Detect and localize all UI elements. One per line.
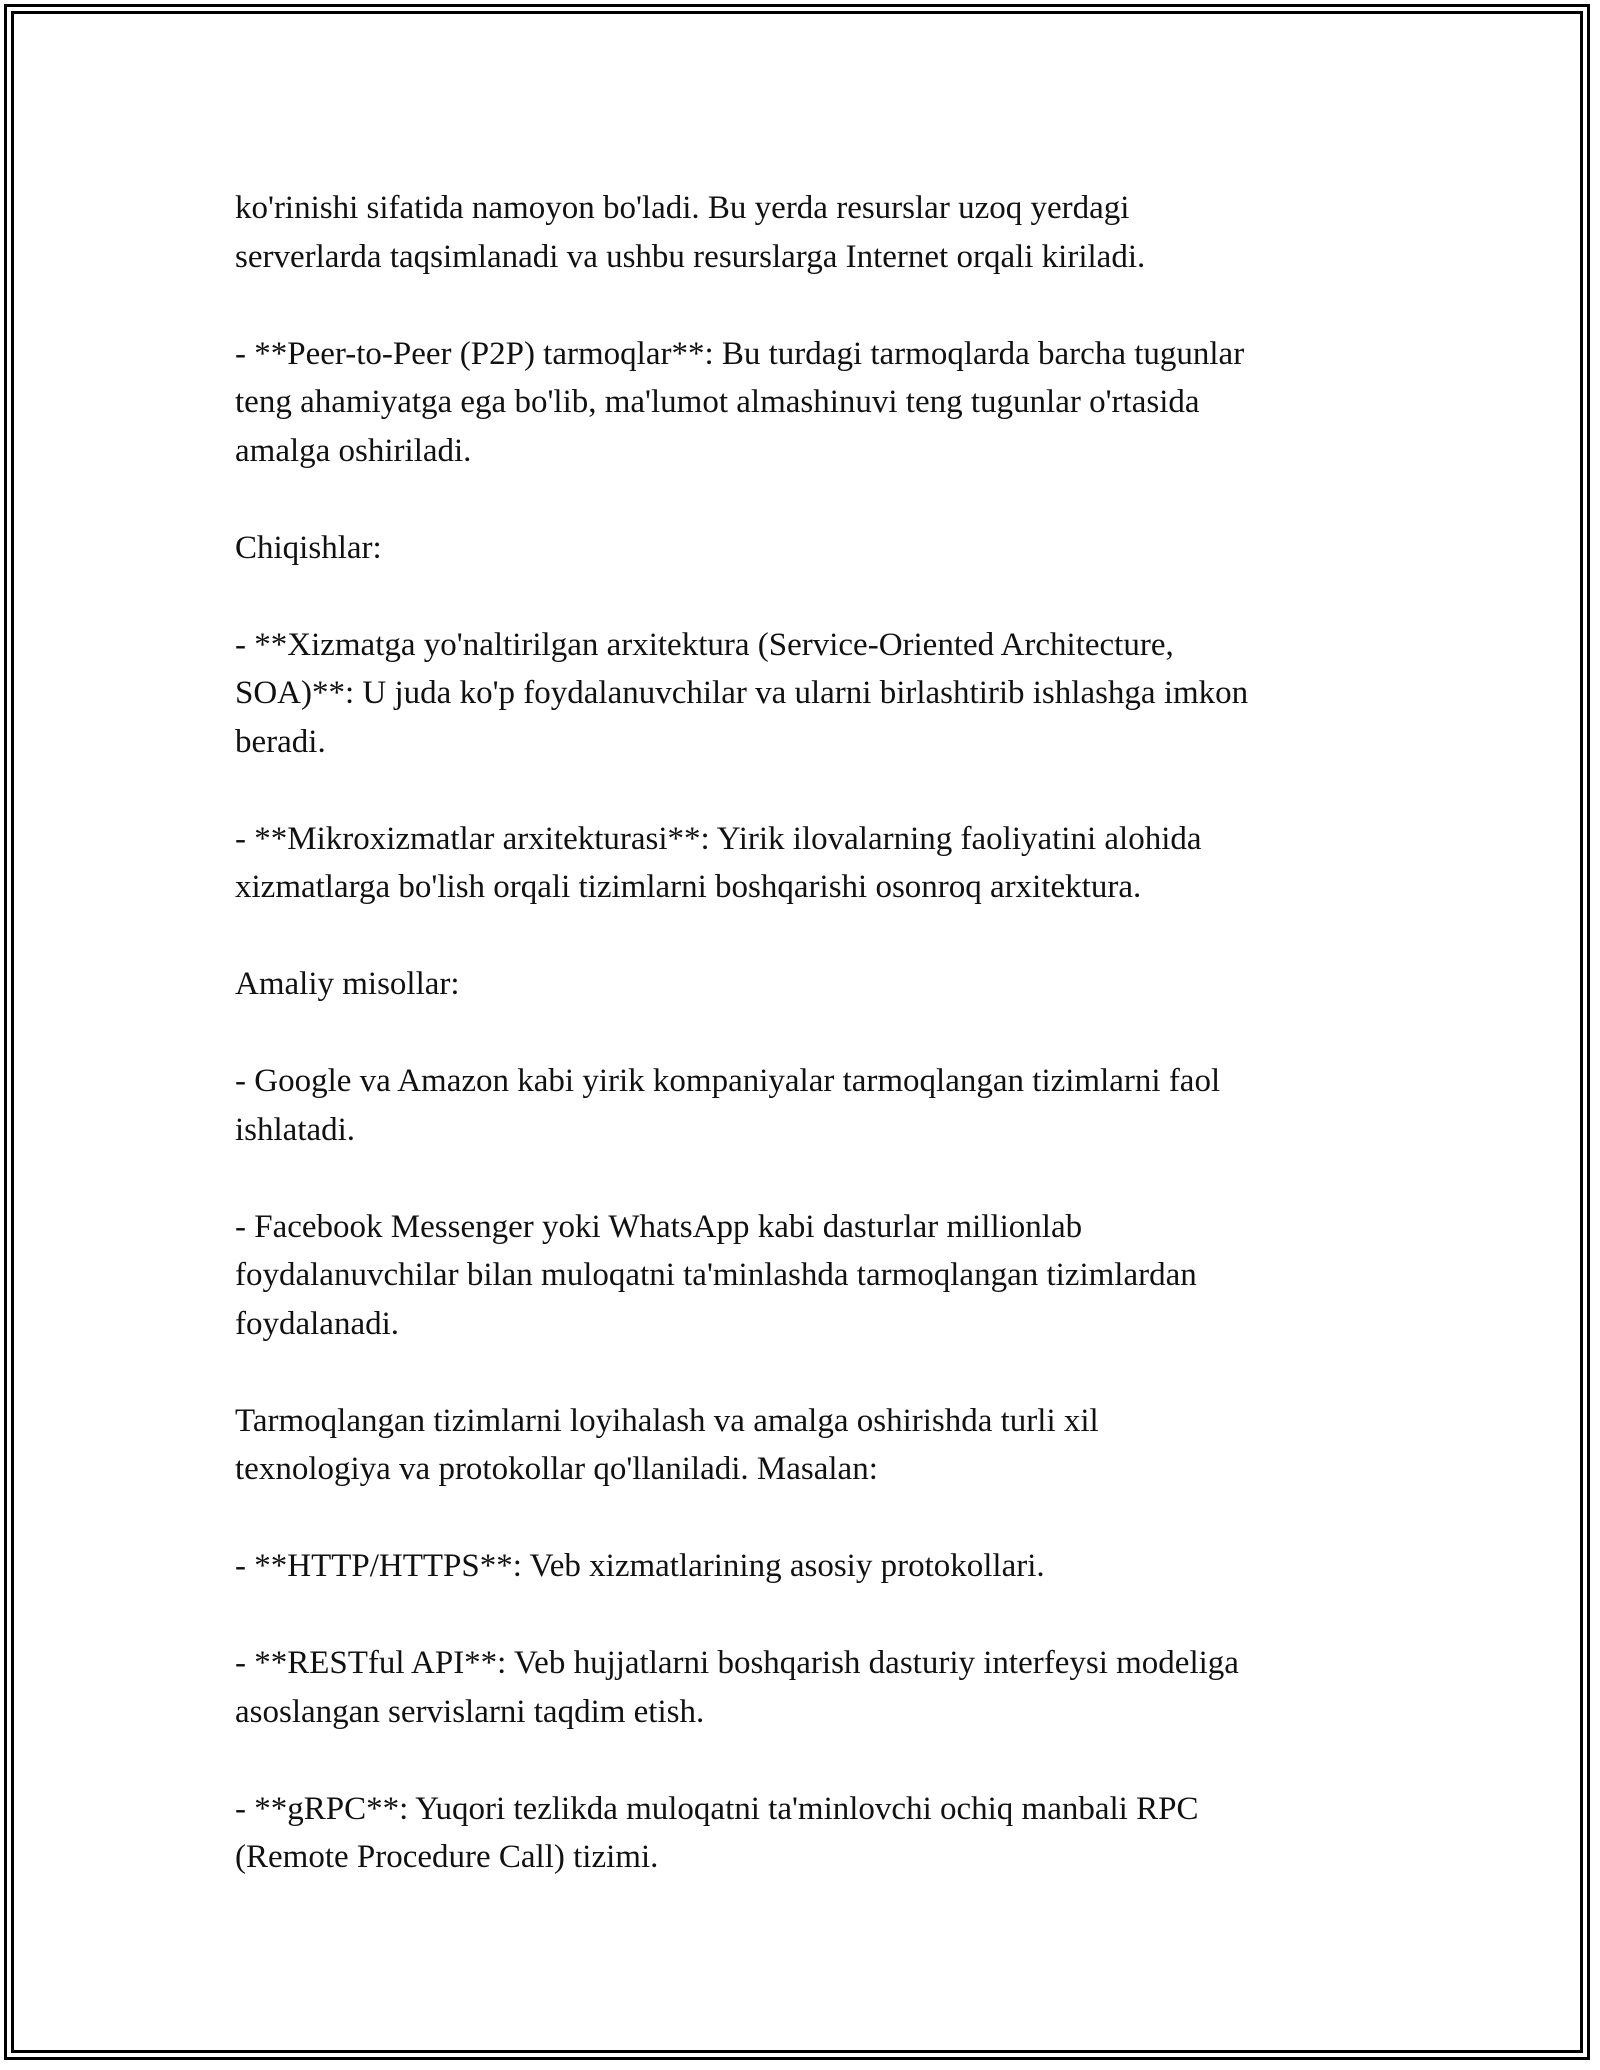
paragraph-gap (235, 1009, 1375, 1058)
paragraph-http: - **HTTP/HTTPS**: Veb xizmatlarining asosiy protokollari. (235, 1548, 1045, 1584)
paragraph-gap (235, 912, 1375, 961)
paragraph-gap (235, 1154, 1375, 1203)
paragraph-cloud-continuation: ko'rinishi sifatida namoyon bo'ladi. Bu yerda resurslar uzoq yerdagi serverlarda taqsimlanadi va ushbu resurslarga Internet orqali kiriladi. (235, 190, 1146, 275)
paragraph-gap (235, 475, 1375, 524)
paragraph-soa: - **Xizmatga yo'naltirilgan arxitektura (Service-Oriented Architecture, SOA)**: U juda ko'p foydalanuvchilar va ularni birlashtirib ishlashga imkon beradi. (235, 626, 1249, 760)
paragraph-gap (235, 1348, 1375, 1397)
heading-chiqishlar: Chiqishlar: (235, 529, 382, 566)
heading-amaliy-misollar: Amaliy misollar: (235, 966, 460, 1002)
paragraph-p2p: - **Peer-to-Peer (P2P) tarmoqlar**: Bu turdagi tarmoqlarda barcha tugunlar teng ahamiyatga ega bo'lib, ma'lumot almashinuvi teng tugunlar o'rtasida amalga oshiriladi. (235, 335, 1245, 469)
paragraph-messenger-whatsapp: - Facebook Messenger yoki WhatsApp kabi dasturlar millionlab foydalanuvchilar bilan muloqatni ta'minlashda tarmoqlangan tizimlardan foydalanadi. (235, 1208, 1197, 1342)
paragraph-gap (235, 1494, 1375, 1543)
paragraph-google-amazon: - Google va Amazon kabi yirik kompaniyalar tarmoqlangan tizimlarni faol ishlatadi. (235, 1063, 1221, 1148)
paragraph-restful: - **RESTful API**: Veb hujjatlarni boshqarish dasturiy interfeysi modeliga asoslangan servislarni taqdim etish. (235, 1645, 1239, 1730)
paragraph-technologies-intro: Tarmoqlangan tizimlarni loyihalash va amalga oshirishda turli xil texnologiya va protokollar qo'llaniladi. Masalan: (235, 1402, 1099, 1487)
paragraph-gap (235, 1736, 1375, 1785)
paragraph-grpc: - **gRPC**: Yuqori tezlikda muloqatni ta'minlovchi ochiq manbali RPC (Remote Procedure Call) tizimi. (235, 1790, 1199, 1875)
paragraph-gap (235, 766, 1375, 815)
paragraph-gap (235, 572, 1375, 621)
document-body (235, 184, 1375, 1882)
paragraph-microservices: - **Mikroxizmatlar arxitekturasi**: Yirik ilovalarning faoliyatini alohida xizmatlarga bo'lish orqali tizimlarni boshqarishi osonroq arxitektura. (235, 820, 1202, 905)
paragraph-gap (235, 281, 1375, 330)
paragraph-gap (235, 1591, 1375, 1640)
